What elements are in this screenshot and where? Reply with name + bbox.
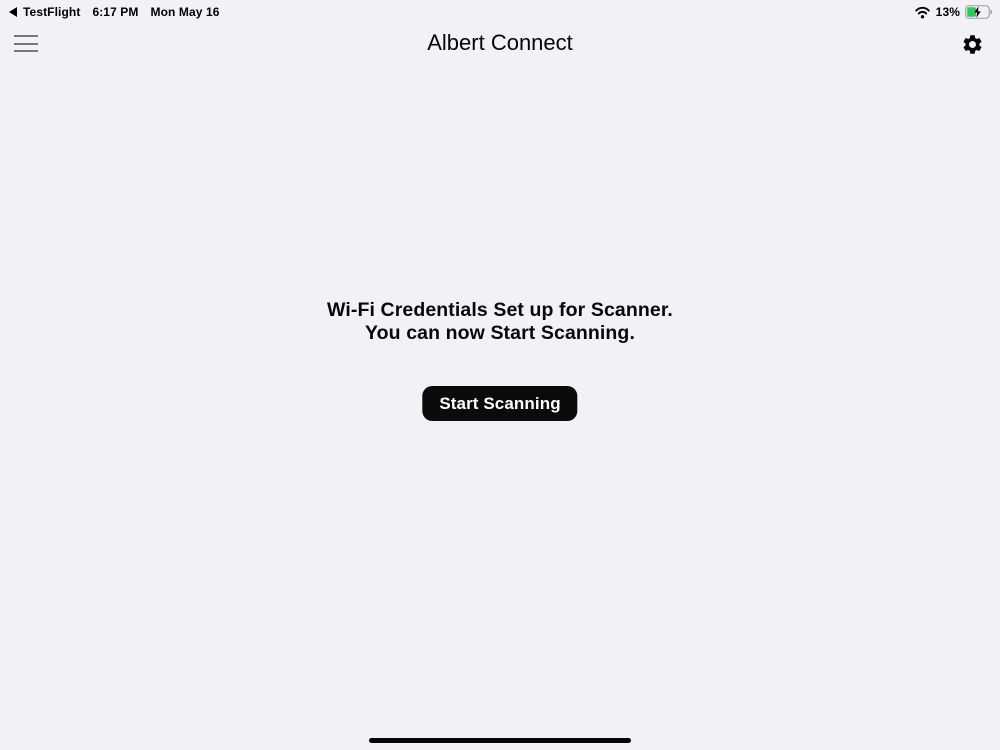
battery-charging-icon bbox=[965, 5, 993, 19]
back-app-label[interactable]: TestFlight bbox=[23, 5, 81, 19]
gear-icon bbox=[961, 33, 984, 56]
wifi-icon bbox=[914, 6, 931, 19]
status-bar-left bbox=[9, 5, 220, 19]
status-time: 6:17 PM bbox=[92, 5, 139, 19]
page-title: Albert Connect bbox=[427, 30, 573, 55]
back-to-app-icon[interactable] bbox=[9, 7, 17, 17]
message-line-2: You can now Start Scanning. bbox=[365, 321, 635, 344]
status-bar bbox=[0, 0, 1000, 22]
home-indicator[interactable] bbox=[369, 738, 631, 744]
status-message bbox=[0, 299, 1000, 344]
status-date: Mon May 16 bbox=[150, 5, 220, 19]
settings-button[interactable] bbox=[959, 31, 985, 57]
status-bar-right bbox=[914, 5, 993, 19]
battery-percent: 13% bbox=[935, 5, 960, 19]
header bbox=[0, 22, 1000, 66]
start-scanning-button[interactable]: Start Scanning bbox=[422, 386, 577, 421]
message-line-1: Wi-Fi Credentials Set up for Scanner. bbox=[327, 299, 673, 321]
